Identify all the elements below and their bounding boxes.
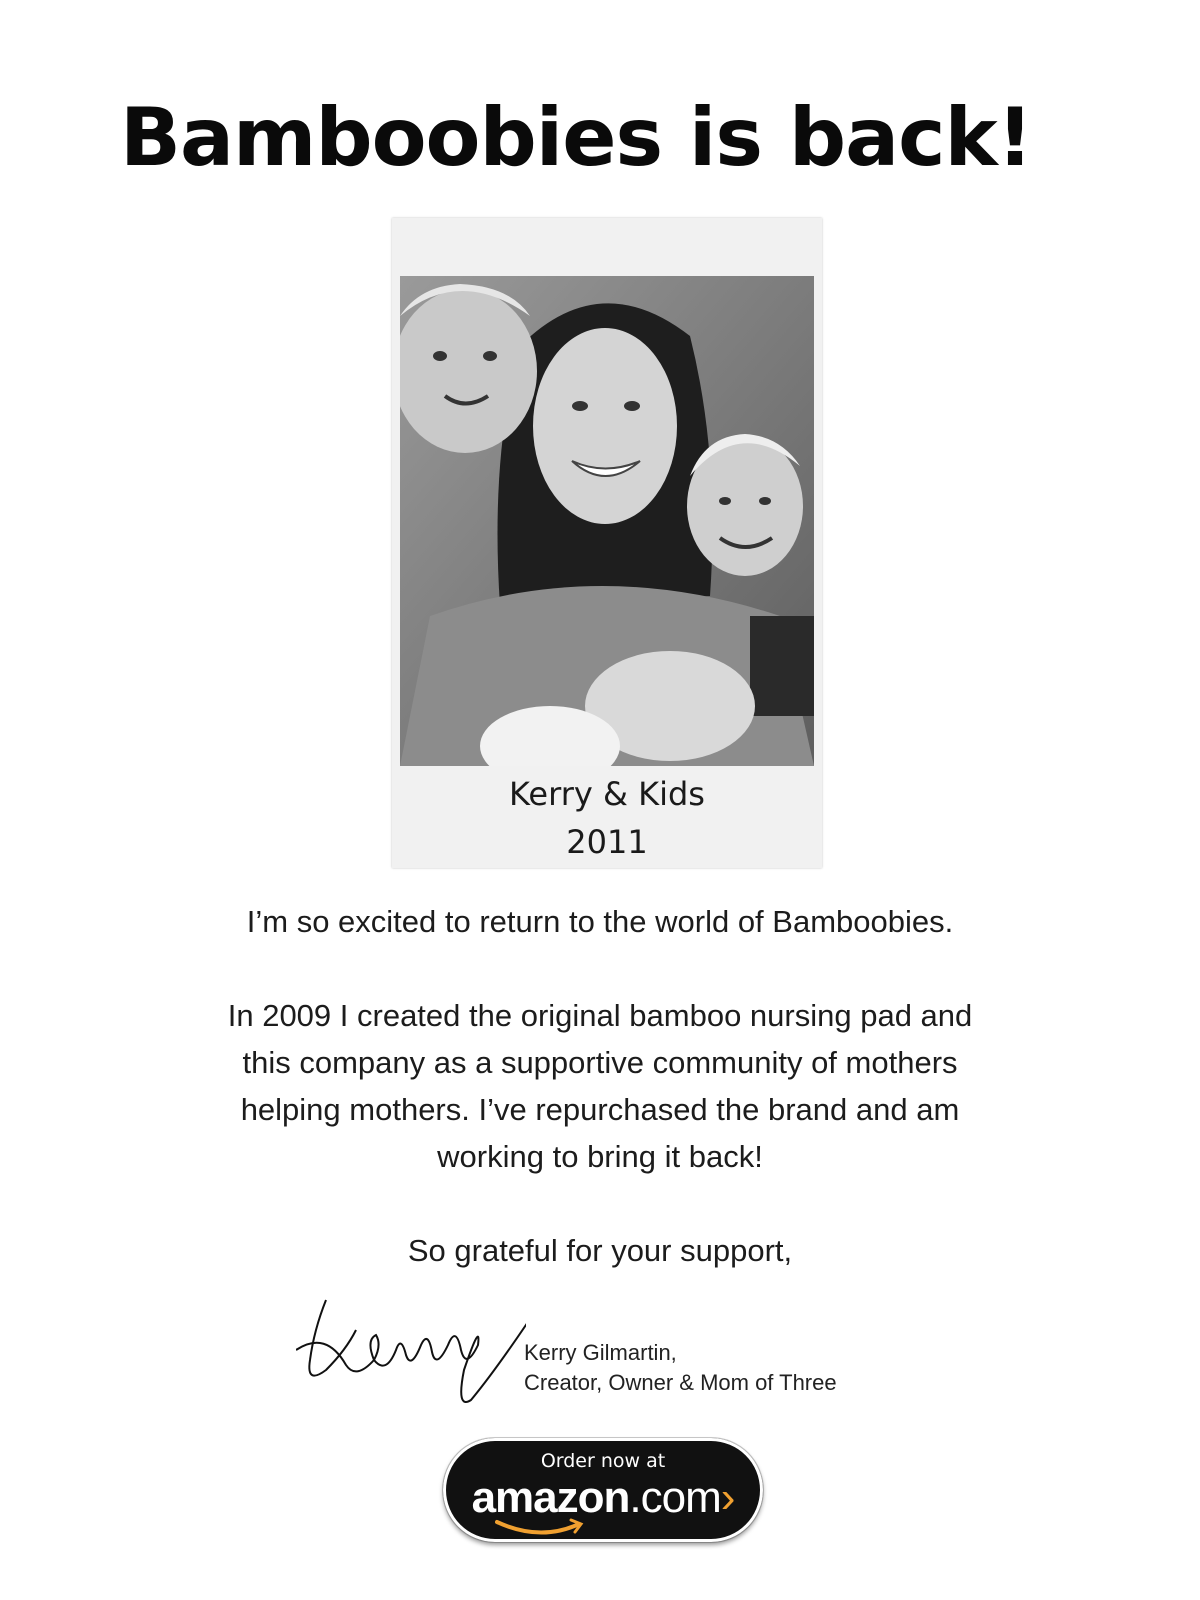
caption-line-2: 2011	[566, 823, 648, 861]
photo-caption	[392, 770, 822, 866]
letter-paragraph-line: helping mothers. I’ve repurchased the brand and am	[240, 1092, 960, 1127]
page-headline: Bamboobies is back!	[120, 91, 1033, 184]
letter-intro: I’m so excited to return to the world of Bamboobies.	[246, 904, 954, 939]
amazon-smile-icon	[495, 1518, 585, 1540]
amazon-brand-suffix: .com	[629, 1473, 721, 1522]
letter-body	[150, 898, 1050, 1274]
order-on-amazon-button[interactable]	[443, 1438, 763, 1542]
signature-block	[296, 1290, 856, 1410]
letter-paragraph-line: working to bring it back!	[437, 1139, 763, 1174]
letter-closing: So grateful for your support,	[407, 1233, 793, 1268]
chevron-right-icon: ›	[720, 1473, 735, 1522]
handwritten-signature	[296, 1290, 526, 1410]
letter-paragraph-line: this company as a supportive community of mothers	[242, 1045, 958, 1080]
family-photo	[400, 276, 814, 766]
signer-name: Kerry Gilmartin,	[524, 1340, 677, 1365]
order-button-top-text: Order now at	[540, 1450, 666, 1472]
letter-paragraph-line: In 2009 I created the original bamboo nursing pad and	[227, 998, 973, 1033]
caption-line-1: Kerry & Kids	[509, 775, 705, 813]
amazon-logo	[443, 1472, 763, 1524]
signer-title: Creator, Owner & Mom of Three	[524, 1370, 837, 1395]
polaroid-frame	[392, 218, 822, 868]
amazon-brand-bold: amazon	[471, 1473, 630, 1522]
